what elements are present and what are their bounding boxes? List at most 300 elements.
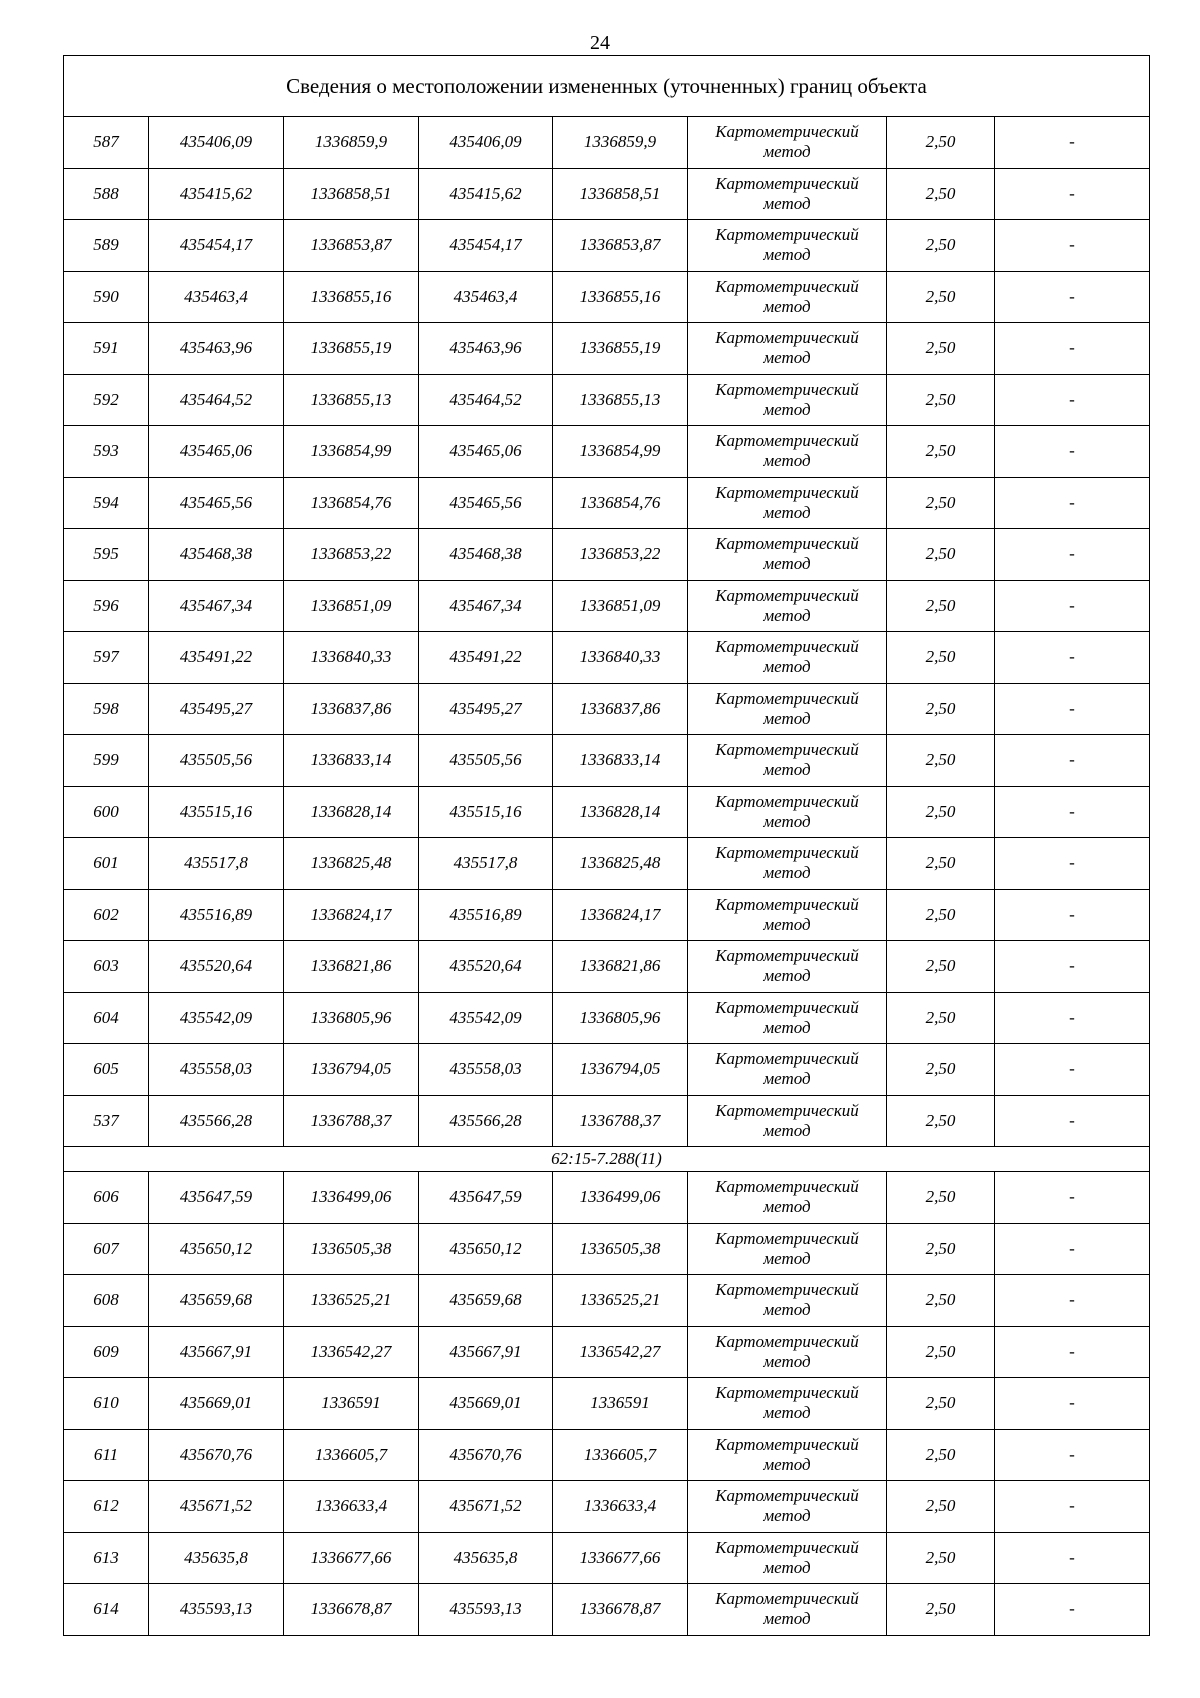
boundary-coordinates-table: [63, 55, 1150, 1636]
point-number-cell: 612: [64, 1481, 149, 1533]
x-new-cell: 435542,09: [419, 992, 553, 1044]
table-row: [64, 1326, 1150, 1378]
accuracy-cell: 2,50: [887, 632, 995, 684]
section-header-row: [64, 1147, 1150, 1172]
accuracy-cell: 2,50: [887, 683, 995, 735]
accuracy-cell: 2,50: [887, 1223, 995, 1275]
table-row: [64, 220, 1150, 272]
y-new-cell: 1336828,14: [553, 786, 688, 838]
table-row: [64, 683, 1150, 735]
x-new-cell: 435464,52: [419, 374, 553, 426]
table-title: Сведения о местоположении измененных (уточненных) границ объекта: [64, 56, 1150, 117]
x-old-cell: 435670,76: [149, 1429, 284, 1481]
table-row: [64, 580, 1150, 632]
method-label-line1: Картометрический: [715, 1589, 859, 1609]
table-row: [64, 1532, 1150, 1584]
point-number-cell: 592: [64, 374, 149, 426]
y-new-cell: 1336794,05: [553, 1044, 688, 1096]
table-row: [64, 1275, 1150, 1327]
x-new-cell: 435517,8: [419, 838, 553, 890]
x-new-cell: 435515,16: [419, 786, 553, 838]
y-old-cell: 1336633,4: [284, 1481, 419, 1533]
x-new-cell: 435491,22: [419, 632, 553, 684]
x-old-cell: 435647,59: [149, 1172, 284, 1224]
note-cell: -: [995, 838, 1150, 890]
x-old-cell: 435635,8: [149, 1532, 284, 1584]
method-label-line2: метод: [763, 193, 811, 213]
method-label-line1: Картометрический: [715, 276, 859, 296]
y-new-cell: 1336854,76: [553, 477, 688, 529]
x-old-cell: 435491,22: [149, 632, 284, 684]
table-row: [64, 889, 1150, 941]
method-label-line1: Картометрический: [715, 688, 859, 708]
y-old-cell: 1336525,21: [284, 1275, 419, 1327]
y-old-cell: 1336854,99: [284, 426, 419, 478]
x-old-cell: 435566,28: [149, 1095, 284, 1147]
method-label-line1: Картометрический: [715, 225, 859, 245]
method-label-line2: метод: [763, 1351, 811, 1371]
method-cell: [688, 426, 887, 478]
method-label-line1: Картометрический: [715, 173, 859, 193]
y-old-cell: 1336851,09: [284, 580, 419, 632]
y-new-cell: 1336854,99: [553, 426, 688, 478]
y-new-cell: 1336821,86: [553, 941, 688, 993]
method-label-line2: метод: [763, 399, 811, 419]
accuracy-cell: 2,50: [887, 477, 995, 529]
y-new-cell: 1336833,14: [553, 735, 688, 787]
note-cell: -: [995, 1223, 1150, 1275]
method-cell: [688, 786, 887, 838]
method-label-line1: Картометрический: [715, 1331, 859, 1351]
method-cell: [688, 1584, 887, 1636]
table-row: [64, 838, 1150, 890]
x-new-cell: 435467,34: [419, 580, 553, 632]
point-number-cell: 606: [64, 1172, 149, 1224]
y-new-cell: 1336853,22: [553, 529, 688, 581]
x-old-cell: 435515,16: [149, 786, 284, 838]
x-new-cell: 435463,4: [419, 271, 553, 323]
method-label-line2: метод: [763, 1120, 811, 1140]
point-number-cell: 607: [64, 1223, 149, 1275]
point-number-cell: 596: [64, 580, 149, 632]
point-number-cell: 610: [64, 1378, 149, 1430]
method-cell: [688, 992, 887, 1044]
y-old-cell: 1336855,16: [284, 271, 419, 323]
table-row: [64, 168, 1150, 220]
y-new-cell: 1336837,86: [553, 683, 688, 735]
accuracy-cell: 2,50: [887, 1275, 995, 1327]
accuracy-cell: 2,50: [887, 426, 995, 478]
table-row: [64, 271, 1150, 323]
method-cell: [688, 374, 887, 426]
x-new-cell: 435505,56: [419, 735, 553, 787]
method-cell: [688, 1095, 887, 1147]
accuracy-cell: 2,50: [887, 941, 995, 993]
method-cell: [688, 220, 887, 272]
note-cell: -: [995, 1326, 1150, 1378]
table-body: [64, 56, 1150, 1636]
y-new-cell: 1336824,17: [553, 889, 688, 941]
method-cell: [688, 941, 887, 993]
point-number-cell: 588: [64, 168, 149, 220]
table-row: [64, 1481, 1150, 1533]
accuracy-cell: 2,50: [887, 323, 995, 375]
x-new-cell: 435465,06: [419, 426, 553, 478]
y-old-cell: 1336859,9: [284, 117, 419, 169]
method-label-line1: Картометрический: [715, 1177, 859, 1197]
method-label-line2: метод: [763, 142, 811, 162]
method-label-line2: метод: [763, 1248, 811, 1268]
point-number-cell: 537: [64, 1095, 149, 1147]
section-header-label: 62:15-7.288(11): [64, 1147, 1150, 1172]
method-label-line2: метод: [763, 1197, 811, 1217]
point-number-cell: 597: [64, 632, 149, 684]
method-label-line1: Картометрический: [715, 1383, 859, 1403]
x-new-cell: 435647,59: [419, 1172, 553, 1224]
method-label-line2: метод: [763, 1300, 811, 1320]
note-cell: -: [995, 1172, 1150, 1224]
y-new-cell: 1336678,87: [553, 1584, 688, 1636]
x-old-cell: 435463,96: [149, 323, 284, 375]
note-cell: -: [995, 477, 1150, 529]
method-cell: [688, 735, 887, 787]
y-old-cell: 1336853,87: [284, 220, 419, 272]
method-label-line1: Картометрический: [715, 740, 859, 760]
y-old-cell: 1336794,05: [284, 1044, 419, 1096]
x-new-cell: 435463,96: [419, 323, 553, 375]
point-number-cell: 587: [64, 117, 149, 169]
table-row: [64, 117, 1150, 169]
x-old-cell: 435659,68: [149, 1275, 284, 1327]
x-old-cell: 435517,8: [149, 838, 284, 890]
method-cell: [688, 1481, 887, 1533]
x-old-cell: 435650,12: [149, 1223, 284, 1275]
x-old-cell: 435468,38: [149, 529, 284, 581]
point-number-cell: 608: [64, 1275, 149, 1327]
method-cell: [688, 1275, 887, 1327]
x-new-cell: 435454,17: [419, 220, 553, 272]
table-row: [64, 323, 1150, 375]
y-old-cell: 1336853,22: [284, 529, 419, 581]
table-row: [64, 374, 1150, 426]
method-label-line1: Картометрический: [715, 1100, 859, 1120]
method-label-line2: метод: [763, 863, 811, 883]
method-label-line2: метод: [763, 245, 811, 265]
method-label-line1: Картометрический: [715, 1049, 859, 1069]
y-new-cell: 1336859,9: [553, 117, 688, 169]
table-row: [64, 1172, 1150, 1224]
method-label-line1: Картометрический: [715, 585, 859, 605]
x-old-cell: 435406,09: [149, 117, 284, 169]
x-new-cell: 435593,13: [419, 1584, 553, 1636]
accuracy-cell: 2,50: [887, 1172, 995, 1224]
y-old-cell: 1336824,17: [284, 889, 419, 941]
method-cell: [688, 117, 887, 169]
y-new-cell: 1336605,7: [553, 1429, 688, 1481]
method-cell: [688, 323, 887, 375]
x-old-cell: 435516,89: [149, 889, 284, 941]
note-cell: -: [995, 992, 1150, 1044]
method-cell: [688, 1172, 887, 1224]
table-row: [64, 1095, 1150, 1147]
method-cell: [688, 1378, 887, 1430]
x-old-cell: 435558,03: [149, 1044, 284, 1096]
y-new-cell: 1336542,27: [553, 1326, 688, 1378]
y-old-cell: 1336825,48: [284, 838, 419, 890]
y-old-cell: 1336855,19: [284, 323, 419, 375]
note-cell: -: [995, 889, 1150, 941]
point-number-cell: 590: [64, 271, 149, 323]
method-label-line1: Картометрический: [715, 482, 859, 502]
y-old-cell: 1336855,13: [284, 374, 419, 426]
method-label-line2: метод: [763, 760, 811, 780]
x-old-cell: 435495,27: [149, 683, 284, 735]
method-label-line2: метод: [763, 708, 811, 728]
method-label-line2: метод: [763, 296, 811, 316]
method-label-line1: Картометрический: [715, 431, 859, 451]
table-row: [64, 992, 1150, 1044]
y-old-cell: 1336854,76: [284, 477, 419, 529]
note-cell: -: [995, 1584, 1150, 1636]
point-number-cell: 613: [64, 1532, 149, 1584]
method-label-line1: Картометрический: [715, 1280, 859, 1300]
x-old-cell: 435671,52: [149, 1481, 284, 1533]
method-label-line2: метод: [763, 1403, 811, 1423]
y-new-cell: 1336858,51: [553, 168, 688, 220]
accuracy-cell: 2,50: [887, 1532, 995, 1584]
method-label-line2: метод: [763, 1609, 811, 1629]
note-cell: -: [995, 786, 1150, 838]
point-number-cell: 595: [64, 529, 149, 581]
method-cell: [688, 529, 887, 581]
point-number-cell: 593: [64, 426, 149, 478]
method-label-line1: Картометрический: [715, 946, 859, 966]
accuracy-cell: 2,50: [887, 168, 995, 220]
method-label-line2: метод: [763, 1506, 811, 1526]
accuracy-cell: 2,50: [887, 580, 995, 632]
y-old-cell: 1336677,66: [284, 1532, 419, 1584]
y-new-cell: 1336853,87: [553, 220, 688, 272]
table-row: [64, 1378, 1150, 1430]
method-label-line1: Картометрический: [715, 894, 859, 914]
note-cell: -: [995, 1481, 1150, 1533]
y-new-cell: 1336851,09: [553, 580, 688, 632]
point-number-cell: 603: [64, 941, 149, 993]
point-number-cell: 599: [64, 735, 149, 787]
y-old-cell: 1336828,14: [284, 786, 419, 838]
table-row: [64, 735, 1150, 787]
y-old-cell: 1336805,96: [284, 992, 419, 1044]
accuracy-cell: 2,50: [887, 1095, 995, 1147]
y-new-cell: 1336855,19: [553, 323, 688, 375]
accuracy-cell: 2,50: [887, 786, 995, 838]
point-number-cell: 594: [64, 477, 149, 529]
y-new-cell: 1336855,16: [553, 271, 688, 323]
method-cell: [688, 1044, 887, 1096]
method-cell: [688, 889, 887, 941]
note-cell: -: [995, 941, 1150, 993]
method-label-line1: Картометрический: [715, 997, 859, 1017]
x-new-cell: 435406,09: [419, 117, 553, 169]
y-old-cell: 1336858,51: [284, 168, 419, 220]
method-cell: [688, 271, 887, 323]
x-new-cell: 435468,38: [419, 529, 553, 581]
method-label-line1: Картометрический: [715, 843, 859, 863]
y-new-cell: 1336825,48: [553, 838, 688, 890]
method-label-line1: Картометрический: [715, 122, 859, 142]
y-old-cell: 1336821,86: [284, 941, 419, 993]
method-cell: [688, 477, 887, 529]
y-new-cell: 1336677,66: [553, 1532, 688, 1584]
method-label-line1: Картометрический: [715, 637, 859, 657]
note-cell: -: [995, 1429, 1150, 1481]
y-new-cell: 1336805,96: [553, 992, 688, 1044]
method-label-line2: метод: [763, 1069, 811, 1089]
point-number-cell: 589: [64, 220, 149, 272]
accuracy-cell: 2,50: [887, 838, 995, 890]
y-new-cell: 1336505,38: [553, 1223, 688, 1275]
accuracy-cell: 2,50: [887, 117, 995, 169]
note-cell: -: [995, 374, 1150, 426]
accuracy-cell: 2,50: [887, 1584, 995, 1636]
y-old-cell: 1336605,7: [284, 1429, 419, 1481]
y-old-cell: 1336542,27: [284, 1326, 419, 1378]
y-old-cell: 1336840,33: [284, 632, 419, 684]
accuracy-cell: 2,50: [887, 1326, 995, 1378]
x-new-cell: 435670,76: [419, 1429, 553, 1481]
note-cell: -: [995, 529, 1150, 581]
x-old-cell: 435454,17: [149, 220, 284, 272]
x-new-cell: 435558,03: [419, 1044, 553, 1096]
x-new-cell: 435635,8: [419, 1532, 553, 1584]
table-row: [64, 1223, 1150, 1275]
method-label-line1: Картометрический: [715, 534, 859, 554]
point-number-cell: 604: [64, 992, 149, 1044]
accuracy-cell: 2,50: [887, 271, 995, 323]
y-new-cell: 1336840,33: [553, 632, 688, 684]
method-cell: [688, 838, 887, 890]
note-cell: -: [995, 168, 1150, 220]
method-label-line2: метод: [763, 1454, 811, 1474]
point-number-cell: 605: [64, 1044, 149, 1096]
x-old-cell: 435505,56: [149, 735, 284, 787]
y-old-cell: 1336833,14: [284, 735, 419, 787]
point-number-cell: 601: [64, 838, 149, 890]
method-label-line1: Картометрический: [715, 1434, 859, 1454]
y-old-cell: 1336499,06: [284, 1172, 419, 1224]
y-old-cell: 1336788,37: [284, 1095, 419, 1147]
point-number-cell: 600: [64, 786, 149, 838]
accuracy-cell: 2,50: [887, 889, 995, 941]
page-number: 24: [590, 32, 610, 54]
accuracy-cell: 2,50: [887, 992, 995, 1044]
y-new-cell: 1336788,37: [553, 1095, 688, 1147]
accuracy-cell: 2,50: [887, 1378, 995, 1430]
method-label-line2: метод: [763, 914, 811, 934]
note-cell: -: [995, 271, 1150, 323]
x-new-cell: 435669,01: [419, 1378, 553, 1430]
point-number-cell: 598: [64, 683, 149, 735]
x-old-cell: 435465,56: [149, 477, 284, 529]
method-label-line1: Картометрический: [715, 1228, 859, 1248]
x-old-cell: 435520,64: [149, 941, 284, 993]
method-label-line2: метод: [763, 657, 811, 677]
y-new-cell: 1336525,21: [553, 1275, 688, 1327]
y-new-cell: 1336855,13: [553, 374, 688, 426]
x-old-cell: 435593,13: [149, 1584, 284, 1636]
point-number-cell: 609: [64, 1326, 149, 1378]
table-row: [64, 1429, 1150, 1481]
table-title-row: [64, 56, 1150, 117]
method-cell: [688, 1223, 887, 1275]
method-cell: [688, 168, 887, 220]
note-cell: -: [995, 735, 1150, 787]
x-old-cell: 435465,06: [149, 426, 284, 478]
point-number-cell: 602: [64, 889, 149, 941]
x-new-cell: 435516,89: [419, 889, 553, 941]
note-cell: -: [995, 632, 1150, 684]
method-label-line1: Картометрический: [715, 379, 859, 399]
method-label-line2: метод: [763, 554, 811, 574]
y-old-cell: 1336505,38: [284, 1223, 419, 1275]
x-old-cell: 435415,62: [149, 168, 284, 220]
table-row: [64, 786, 1150, 838]
x-new-cell: 435659,68: [419, 1275, 553, 1327]
y-new-cell: 1336499,06: [553, 1172, 688, 1224]
method-label-line1: Картометрический: [715, 1486, 859, 1506]
accuracy-cell: 2,50: [887, 1044, 995, 1096]
method-cell: [688, 580, 887, 632]
note-cell: -: [995, 323, 1150, 375]
table-row: [64, 477, 1150, 529]
x-new-cell: 435566,28: [419, 1095, 553, 1147]
table-row: [64, 1044, 1150, 1096]
note-cell: -: [995, 1095, 1150, 1147]
table-row: [64, 632, 1150, 684]
point-number-cell: 614: [64, 1584, 149, 1636]
method-label-line2: метод: [763, 966, 811, 986]
y-new-cell: 1336591: [553, 1378, 688, 1430]
point-number-cell: 591: [64, 323, 149, 375]
table-row: [64, 529, 1150, 581]
note-cell: -: [995, 1275, 1150, 1327]
x-new-cell: 435667,91: [419, 1326, 553, 1378]
x-old-cell: 435667,91: [149, 1326, 284, 1378]
accuracy-cell: 2,50: [887, 1481, 995, 1533]
x-new-cell: 435671,52: [419, 1481, 553, 1533]
accuracy-cell: 2,50: [887, 735, 995, 787]
x-old-cell: 435463,4: [149, 271, 284, 323]
table-row: [64, 941, 1150, 993]
table-row: [64, 1584, 1150, 1636]
method-cell: [688, 1429, 887, 1481]
note-cell: -: [995, 1378, 1150, 1430]
note-cell: -: [995, 683, 1150, 735]
method-cell: [688, 632, 887, 684]
accuracy-cell: 2,50: [887, 1429, 995, 1481]
y-old-cell: 1336591: [284, 1378, 419, 1430]
note-cell: -: [995, 1532, 1150, 1584]
y-new-cell: 1336633,4: [553, 1481, 688, 1533]
x-new-cell: 435415,62: [419, 168, 553, 220]
point-number-cell: 611: [64, 1429, 149, 1481]
note-cell: -: [995, 1044, 1150, 1096]
x-new-cell: 435650,12: [419, 1223, 553, 1275]
method-cell: [688, 1532, 887, 1584]
note-cell: -: [995, 220, 1150, 272]
method-label-line2: метод: [763, 1017, 811, 1037]
y-old-cell: 1336837,86: [284, 683, 419, 735]
